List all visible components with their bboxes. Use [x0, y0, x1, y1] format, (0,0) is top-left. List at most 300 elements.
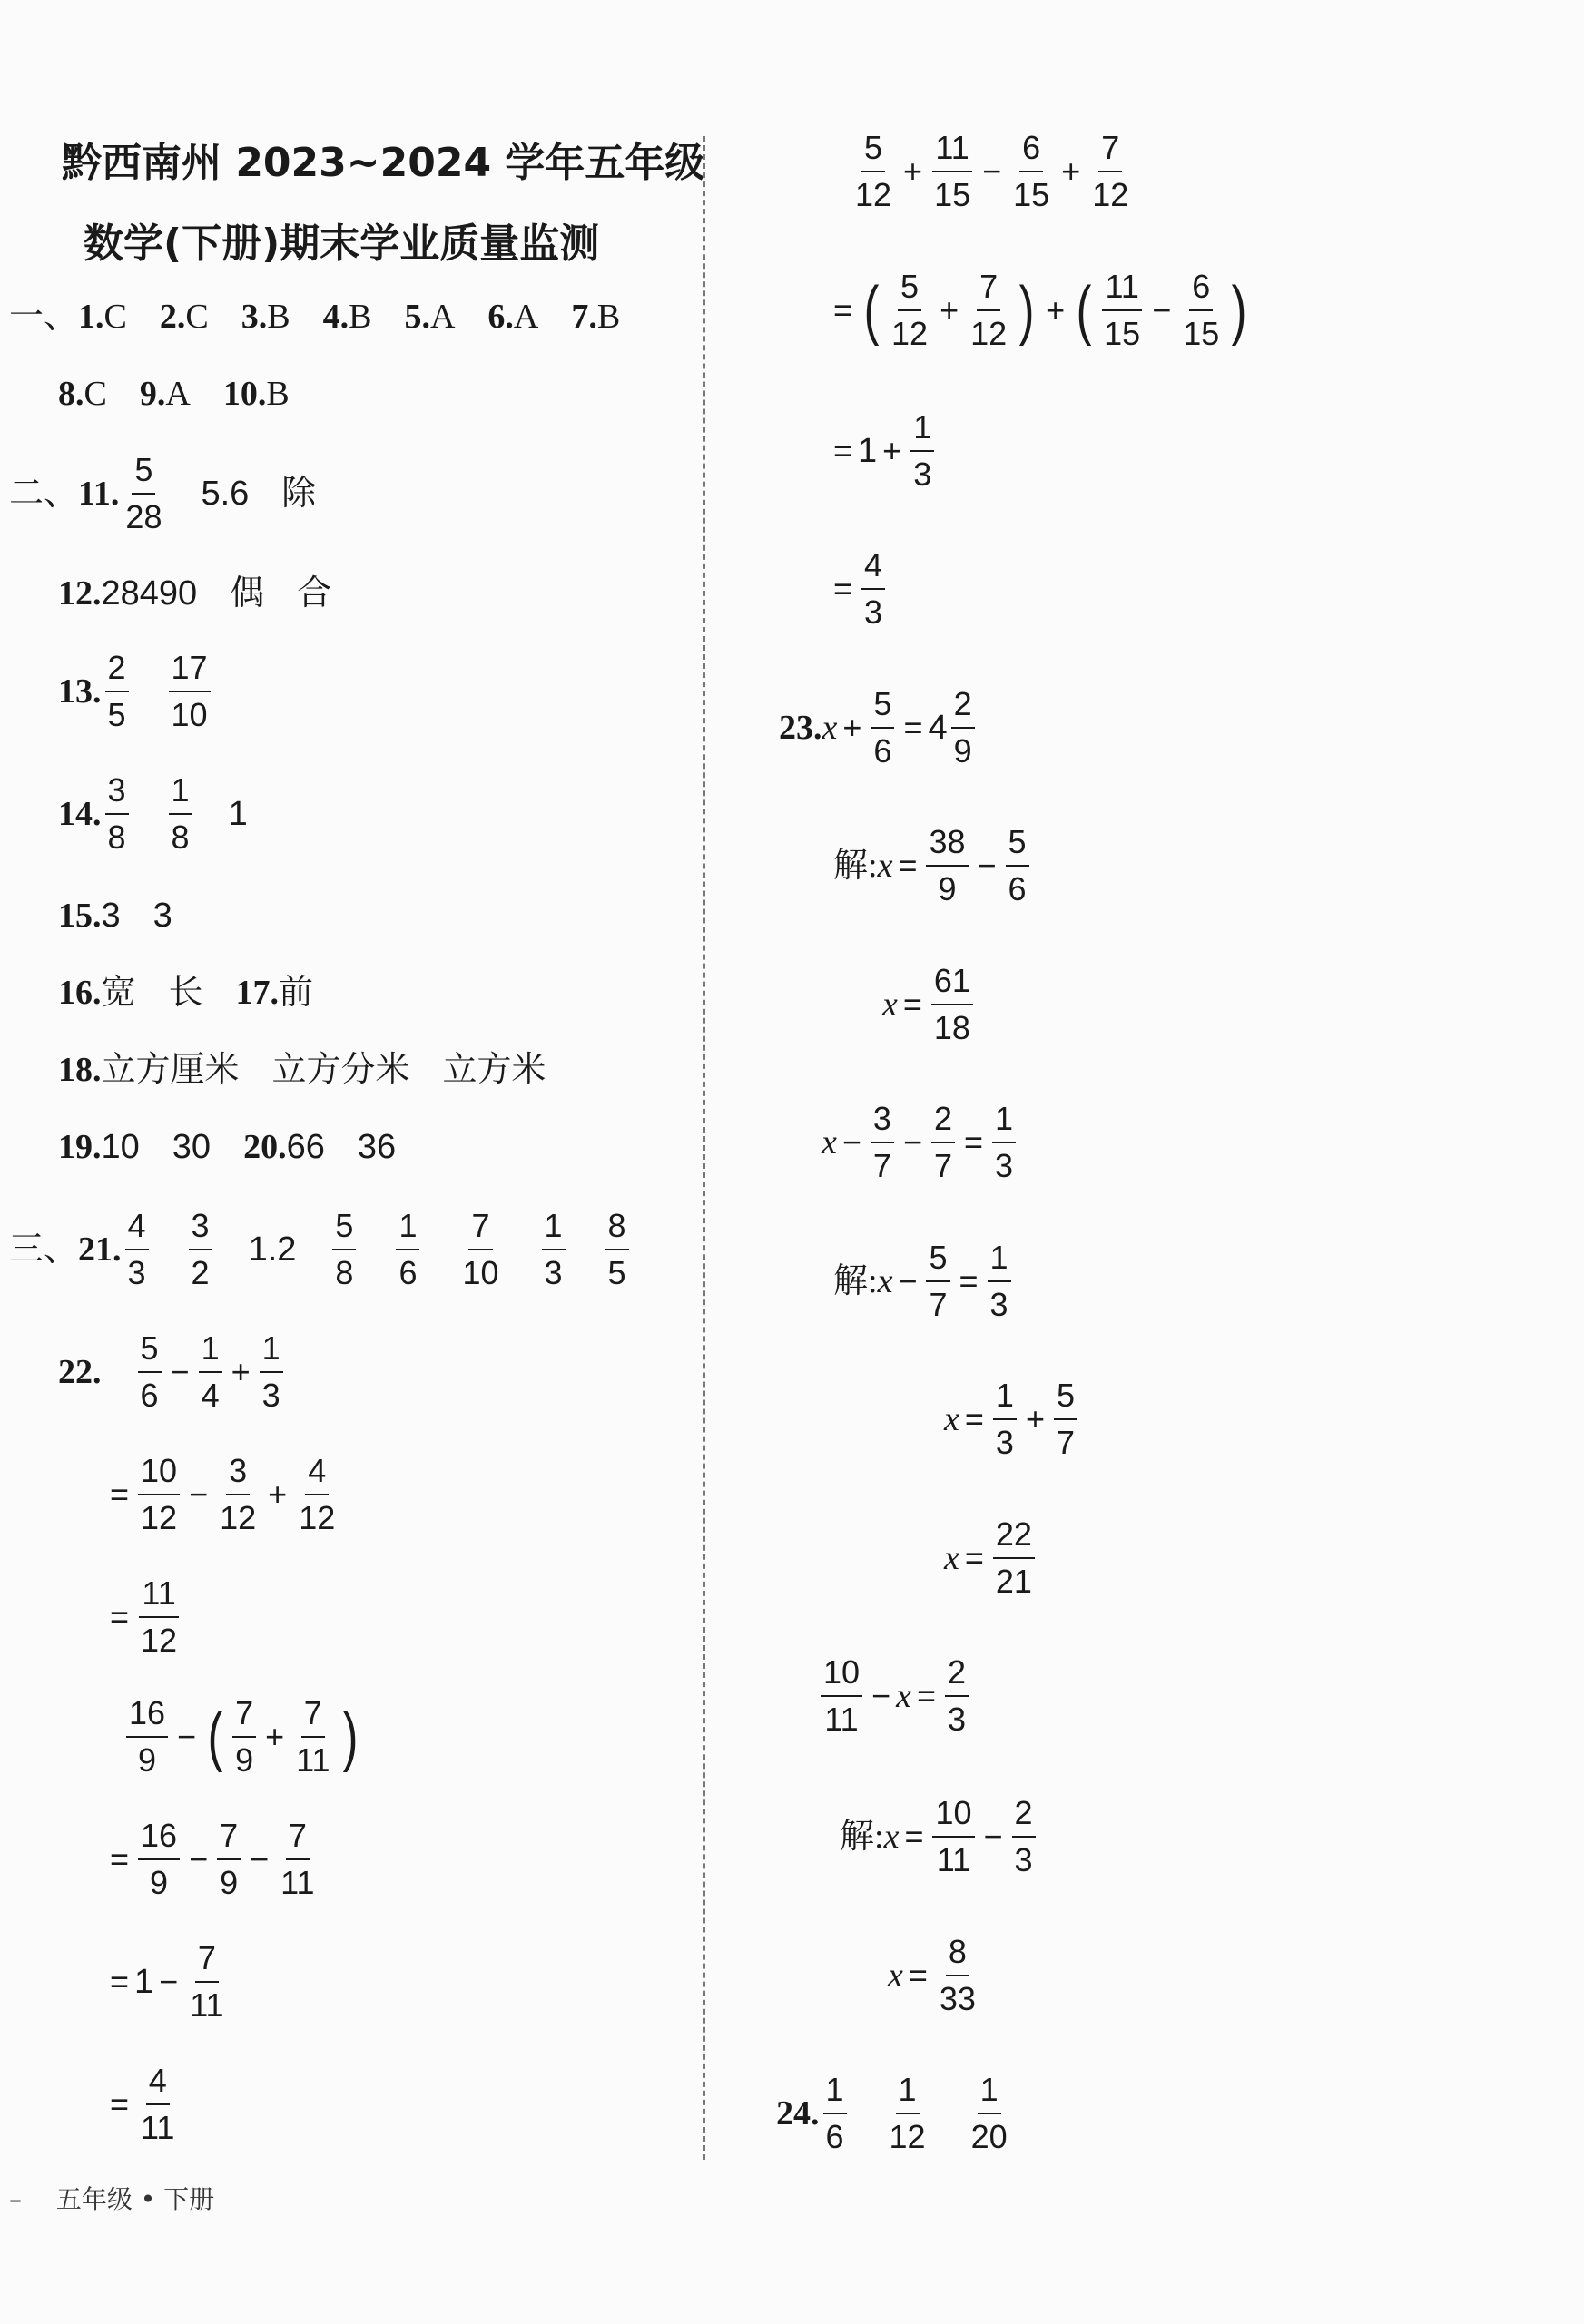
- math-operator: =: [110, 1598, 130, 1635]
- q22-p1-line3: [104, 1574, 183, 1659]
- numerator: 7: [232, 1697, 256, 1738]
- denominator: 11: [141, 2109, 175, 2146]
- math-operator: =: [916, 1677, 936, 1714]
- numerator: 38: [926, 826, 968, 867]
- numerator: 10: [821, 1656, 862, 1697]
- fraction: [852, 129, 894, 213]
- q22-p1-line2: [104, 1452, 341, 1536]
- q23-e1-line2: 解: x = $\frac{38}{9}$ − $\frac{5}{6}$: [833, 826, 1033, 906]
- answer: 除: [281, 475, 317, 513]
- q18: [58, 1053, 546, 1087]
- q22-p2-line3: = 1 − $\frac{7}{11}$: [104, 1942, 231, 2022]
- denominator: 15: [1183, 315, 1220, 352]
- numerator: 5: [332, 1210, 356, 1250]
- fraction: [260, 1329, 283, 1414]
- footer-text: 五年级 • 下册: [55, 2184, 215, 2214]
- numerator: 3: [871, 1103, 894, 1143]
- fraction: [1054, 1379, 1077, 1459]
- fraction: [968, 270, 1009, 350]
- q-number: 15.: [58, 897, 102, 935]
- fraction: [189, 1207, 212, 1291]
- variable-x: x: [877, 847, 893, 885]
- math-operator: =: [964, 1539, 984, 1576]
- answer: 5.6: [201, 475, 250, 513]
- q-number: 12.: [58, 574, 102, 613]
- numerator: 1: [992, 1103, 1016, 1143]
- fraction: [951, 685, 975, 770]
- answer: C: [84, 375, 107, 413]
- answer: A: [513, 298, 539, 336]
- numerator: 3: [105, 774, 129, 815]
- numerator: 17: [169, 652, 211, 692]
- math-operator: =: [898, 847, 918, 884]
- math-operator: −: [1152, 291, 1172, 328]
- denominator: 3: [127, 1254, 146, 1291]
- math-operator: ): [1231, 274, 1247, 347]
- q23-e2-line4: [944, 1515, 1038, 1600]
- denominator: 28: [125, 498, 162, 535]
- denominator: 15: [1104, 315, 1141, 352]
- math-operator: −: [871, 1677, 891, 1714]
- math-operator: +: [1046, 291, 1066, 328]
- denominator: 6: [1008, 870, 1027, 907]
- section1-line2: [58, 377, 290, 411]
- denominator: 3: [1014, 1841, 1033, 1878]
- math-operator: +: [903, 152, 923, 190]
- q-number: 3.: [241, 298, 268, 336]
- denominator: 33: [939, 1980, 976, 2017]
- numerator: 1: [542, 1210, 566, 1250]
- variable-x: x: [877, 1262, 893, 1300]
- fraction: [910, 408, 934, 493]
- column-divider: [703, 136, 705, 2160]
- q-number: 10.: [222, 375, 267, 413]
- math-operator: −: [189, 1476, 209, 1513]
- math-operator: ): [342, 1701, 358, 1773]
- denominator: 11: [296, 1741, 330, 1779]
- fraction: [992, 1100, 1016, 1184]
- q-number: 22.: [58, 1353, 102, 1391]
- fraction: [138, 1329, 162, 1414]
- numerator: 5: [138, 1332, 162, 1373]
- math-operator: =: [833, 432, 853, 469]
- q23-e3-line1: [817, 1653, 972, 1738]
- fraction: [217, 1819, 241, 1899]
- q-number: 16.: [58, 974, 102, 1012]
- answer: B: [349, 298, 372, 336]
- math-operator: −: [982, 152, 1002, 190]
- numerator: 1: [169, 774, 192, 815]
- q14: [58, 771, 248, 856]
- variable-x: x: [883, 1818, 900, 1856]
- q23-e2-line2: 解: x − $\frac{5}{7}$ = $\frac{1}{3}$: [833, 1241, 1015, 1321]
- denominator: 7: [872, 1147, 891, 1184]
- numerator: 1: [988, 1241, 1011, 1282]
- fraction: [1006, 823, 1029, 907]
- numerator: 2: [105, 652, 129, 692]
- answer: 立方米: [442, 1051, 546, 1089]
- math-operator: +: [882, 432, 902, 469]
- q-number: 7.: [571, 298, 597, 336]
- denominator: 3: [261, 1377, 280, 1414]
- q-number: 11.: [78, 475, 120, 513]
- q23-e2-line1: [822, 1100, 1019, 1184]
- math-operator: +: [940, 291, 959, 328]
- title-line-2: 数学(下册)期末学业质量监测: [84, 221, 600, 267]
- fraction: [1180, 270, 1222, 350]
- denominator: 10: [462, 1254, 499, 1291]
- fraction: [123, 451, 164, 535]
- math-operator: +: [231, 1353, 251, 1390]
- numerator: 2: [931, 1103, 955, 1143]
- q23-e3-line2: 解: x = $\frac{10}{11}$ − $\frac{2}{3}$: [840, 1797, 1039, 1877]
- math-operator: =: [959, 1262, 979, 1299]
- answer: 1.2: [248, 1231, 297, 1269]
- numerator: 5: [871, 688, 894, 729]
- math-operator: =: [908, 1956, 928, 1994]
- denominator: 9: [953, 732, 972, 770]
- answer: B: [267, 298, 290, 336]
- denominator: 12: [891, 315, 929, 352]
- fraction: [871, 685, 894, 770]
- denominator: 15: [1013, 176, 1050, 213]
- fraction: [1010, 129, 1052, 213]
- fraction: [988, 1241, 1011, 1321]
- denominator: 3: [989, 1286, 1008, 1323]
- fraction: [969, 2071, 1010, 2155]
- answer: 合: [297, 574, 332, 613]
- fraction: [105, 649, 129, 733]
- math-operator: =: [964, 1123, 984, 1161]
- denominator: 18: [933, 1009, 970, 1046]
- fraction: [861, 546, 885, 631]
- fraction: [993, 1379, 1017, 1459]
- fraction: [1089, 129, 1131, 213]
- q-number: 14.: [58, 795, 102, 833]
- fraction: [931, 962, 973, 1046]
- numerator: 1: [910, 411, 934, 452]
- denominator: 4: [201, 1377, 220, 1414]
- math-operator: −: [902, 1123, 922, 1161]
- numerator: 61: [931, 965, 973, 1005]
- fraction: [126, 1694, 168, 1779]
- q11: [9, 451, 317, 535]
- denominator: 12: [970, 315, 1008, 352]
- footer-dash: –: [9, 2184, 22, 2214]
- fraction: [217, 1452, 259, 1536]
- numerator: 6: [1019, 132, 1043, 172]
- fraction: [1012, 1794, 1036, 1878]
- answer: 3: [152, 897, 172, 935]
- denominator: 3: [913, 456, 932, 493]
- math-operator: −: [159, 1963, 179, 2000]
- answer: 66: [286, 1128, 325, 1166]
- q15: [58, 898, 172, 933]
- fraction: [542, 1207, 566, 1291]
- math-operator: +: [1025, 1400, 1045, 1437]
- answer: C: [103, 298, 127, 336]
- denominator: 11: [190, 1986, 224, 2024]
- numerator: 16: [138, 1819, 180, 1860]
- math-operator: =: [833, 570, 853, 607]
- fraction: [138, 1819, 180, 1899]
- denominator: 7: [1056, 1424, 1075, 1461]
- q22-p3-line1: [849, 129, 1135, 213]
- denominator: 8: [107, 819, 126, 856]
- answer: C: [185, 298, 209, 336]
- denominator: 9: [150, 1864, 169, 1901]
- fraction: [926, 1241, 949, 1321]
- numerator: 4: [125, 1210, 149, 1250]
- denominator: 9: [938, 870, 957, 907]
- q16-q17: [58, 976, 313, 1010]
- section2-label: 二、: [9, 475, 79, 513]
- numerator: 6: [1189, 270, 1213, 311]
- numerator: 1: [823, 2074, 847, 2114]
- answer: 长: [168, 974, 203, 1012]
- math-operator: =: [904, 1818, 924, 1855]
- denominator: 12: [855, 176, 892, 213]
- fraction: [138, 1452, 180, 1536]
- title-line-1: 黔西南州 2023~2024 学年五年级: [62, 140, 705, 186]
- variable-x: x: [822, 1123, 837, 1162]
- denominator: 3: [544, 1254, 563, 1291]
- answer: 30: [172, 1128, 212, 1166]
- denominator: 12: [1092, 176, 1129, 213]
- denominator: 3: [995, 1424, 1014, 1461]
- fraction: [937, 1933, 979, 2017]
- numerator: 10: [932, 1797, 974, 1838]
- numerator: 5: [132, 454, 155, 495]
- numerator: 8: [605, 1210, 629, 1250]
- denominator: 9: [235, 1741, 254, 1779]
- q-number: 1.: [78, 298, 104, 336]
- denominator: 12: [141, 1499, 178, 1536]
- fraction: [932, 1794, 974, 1878]
- section3-label: 三、: [9, 1231, 79, 1269]
- q-number: 21.: [78, 1231, 122, 1269]
- math-operator: =: [833, 291, 853, 328]
- variable-x: x: [888, 1956, 903, 1995]
- denominator: 8: [335, 1254, 354, 1291]
- denominator: 3: [995, 1147, 1014, 1184]
- numerator: 5: [898, 270, 921, 311]
- q23-e1-line3: [882, 962, 977, 1046]
- denominator: 12: [220, 1499, 257, 1536]
- fraction: [332, 1207, 356, 1291]
- fraction: [169, 771, 192, 856]
- math-operator: +: [842, 709, 862, 746]
- answer: 10: [101, 1128, 140, 1166]
- numerator: 7: [977, 270, 1000, 311]
- answer: B: [596, 298, 621, 336]
- fraction: [993, 1515, 1035, 1600]
- q-number: 4.: [322, 298, 349, 336]
- numerator: 4: [861, 549, 885, 590]
- q22-p2-line4: [104, 2064, 181, 2144]
- numerator: 16: [126, 1697, 168, 1738]
- numerator: 1: [396, 1210, 419, 1250]
- q-number: 17.: [235, 974, 280, 1012]
- q-number: 9.: [139, 375, 166, 413]
- numerator: 7: [468, 1210, 492, 1250]
- q22-p2-line1: [123, 1694, 363, 1779]
- math-operator: +: [268, 1476, 288, 1513]
- q22-p3-line2: [828, 270, 1253, 350]
- math-operator: =: [110, 2085, 130, 2123]
- denominator: 11: [824, 1701, 859, 1738]
- q-number: 6.: [487, 298, 514, 336]
- denominator: 12: [141, 1622, 178, 1659]
- answer: A: [429, 298, 456, 336]
- math-operator: (: [207, 1701, 223, 1773]
- numerator: 11: [139, 1577, 178, 1618]
- numerator: 11: [1102, 270, 1141, 311]
- answer: B: [266, 375, 290, 413]
- fraction: [823, 2071, 847, 2155]
- denominator: 15: [934, 176, 971, 213]
- fraction: [293, 1694, 332, 1779]
- q19-q20: [58, 1130, 396, 1164]
- denominator: 11: [280, 1864, 315, 1901]
- fraction: [169, 649, 211, 733]
- answer: 立方厘米: [101, 1051, 240, 1089]
- q22-p1-line1: [58, 1329, 287, 1414]
- math-operator: −: [170, 1353, 190, 1390]
- fraction: [931, 129, 973, 213]
- section1-label: 一、: [9, 298, 79, 336]
- q21: [9, 1207, 633, 1291]
- numerator: 2: [945, 1656, 969, 1697]
- answer: 偶: [230, 574, 265, 613]
- math-operator: −: [189, 1840, 209, 1878]
- numerator: 3: [189, 1210, 212, 1250]
- math-operator: −: [177, 1718, 197, 1755]
- q-number: 18.: [58, 1051, 102, 1089]
- q24: [776, 2071, 1014, 2155]
- fraction: [605, 1207, 629, 1291]
- denominator: 6: [825, 2118, 844, 2155]
- math-operator: =: [903, 709, 923, 746]
- q-number: 13.: [58, 672, 102, 711]
- q13: [58, 649, 214, 733]
- numerator: 1: [978, 2074, 1001, 2114]
- math-operator: =: [964, 1400, 984, 1437]
- math-operator: −: [841, 1123, 861, 1161]
- fraction: [945, 1653, 969, 1738]
- answer: A: [165, 375, 191, 413]
- numerator: 4: [146, 2064, 170, 2105]
- numerator: 5: [926, 1241, 949, 1282]
- numerator: 22: [993, 1518, 1035, 1559]
- q23-e1-line1: 23. x + $\frac{5}{6}$ = 4 $\frac{2}{9}$: [779, 688, 979, 768]
- q-number: 19.: [58, 1128, 102, 1166]
- fraction: [138, 2064, 177, 2144]
- numerator: 7: [217, 1819, 241, 1860]
- fraction: [138, 1574, 180, 1659]
- denominator: 6: [873, 732, 892, 770]
- numerator: 1: [260, 1332, 283, 1373]
- numerator: 5: [1006, 826, 1029, 867]
- denominator: 10: [171, 696, 208, 733]
- denominator: 3: [864, 593, 883, 631]
- numerator: 3: [226, 1455, 250, 1495]
- denominator: 7: [933, 1147, 952, 1184]
- denominator: 2: [191, 1254, 210, 1291]
- answer: 立方分米: [271, 1051, 410, 1089]
- numerator: 1: [993, 1379, 1017, 1420]
- answer: 宽: [101, 974, 136, 1012]
- denominator: 21: [995, 1563, 1032, 1600]
- answer: 3: [101, 897, 121, 935]
- denominator: 9: [138, 1741, 157, 1779]
- fraction: [459, 1207, 501, 1291]
- numerator: 8: [946, 1936, 969, 1976]
- math-operator: +: [1061, 152, 1081, 190]
- numerator: 11: [932, 132, 971, 172]
- math-operator: −: [898, 1262, 918, 1299]
- denominator: 12: [299, 1499, 336, 1536]
- fraction: [926, 823, 968, 907]
- fraction: [871, 1100, 894, 1184]
- numerator: 5: [1054, 1379, 1077, 1420]
- q23-e3-line3: [888, 1933, 982, 2017]
- denominator: 20: [970, 2118, 1008, 2155]
- math-operator: +: [265, 1718, 285, 1755]
- math-operator: −: [977, 847, 997, 884]
- numerator: 5: [861, 132, 885, 172]
- denominator: 8: [171, 819, 190, 856]
- math-operator: −: [983, 1818, 1003, 1855]
- page-footer: [9, 2180, 214, 2216]
- fraction: [1101, 270, 1143, 350]
- numerator: 4: [305, 1455, 329, 1495]
- numerator: 1: [199, 1332, 222, 1373]
- fraction: [105, 771, 129, 856]
- denominator: 12: [889, 2118, 926, 2155]
- fraction: [821, 1653, 862, 1738]
- answer: 36: [357, 1128, 397, 1166]
- q-number: 8.: [58, 375, 84, 413]
- math-operator: =: [110, 1963, 130, 2000]
- numerator: 1: [896, 2074, 920, 2114]
- q12: [58, 576, 331, 611]
- variable-x: x: [822, 709, 838, 747]
- q-number: 20.: [243, 1128, 287, 1166]
- math-operator: =: [902, 985, 922, 1023]
- denominator: 7: [929, 1286, 948, 1323]
- denominator: 5: [607, 1254, 626, 1291]
- numerator: 7: [286, 1819, 310, 1860]
- math-operator: =: [110, 1476, 130, 1513]
- fraction: [887, 2071, 929, 2155]
- fraction: [278, 1819, 317, 1899]
- q-number: 24.: [776, 2094, 820, 2133]
- math-operator: (: [1076, 274, 1092, 347]
- numerator: 7: [1098, 132, 1122, 172]
- answer: 28490: [101, 574, 198, 613]
- math-operator: (: [863, 274, 880, 347]
- variable-x: x: [896, 1677, 911, 1715]
- variable-x: x: [944, 1400, 959, 1438]
- denominator: 5: [107, 696, 126, 733]
- denominator: 11: [936, 1841, 971, 1878]
- numerator: 2: [951, 688, 975, 729]
- fraction: [396, 1207, 419, 1291]
- answer: 前: [279, 974, 314, 1012]
- q-number: 5.: [404, 298, 430, 336]
- fraction: [199, 1329, 222, 1414]
